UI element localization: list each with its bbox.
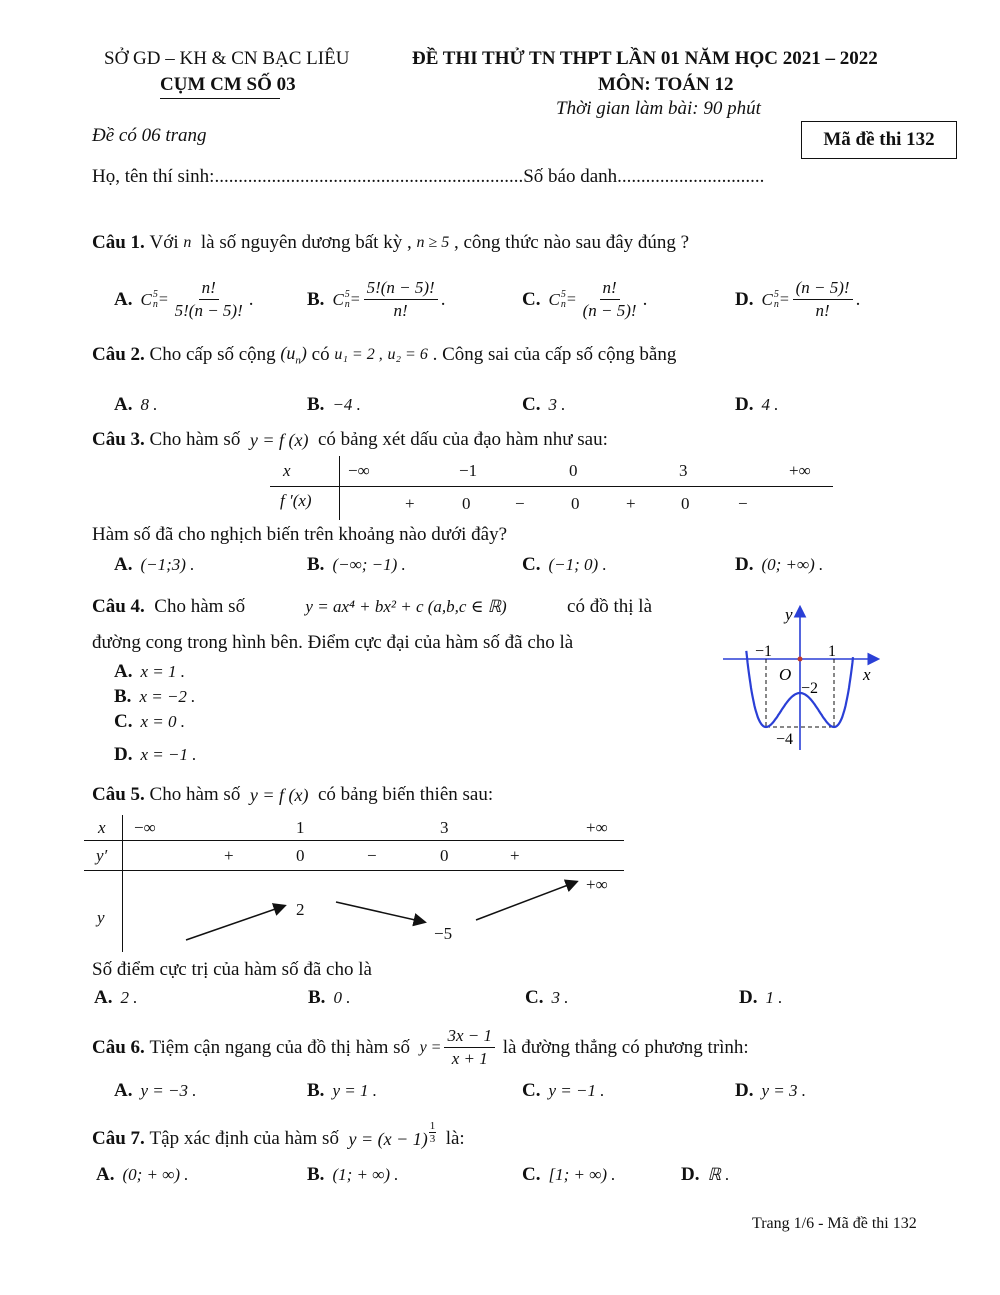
question-7 bbox=[92, 1119, 465, 1150]
q3-option-a bbox=[114, 554, 194, 576]
q3-option-label: B. bbox=[307, 554, 325, 575]
cluster-name: CỤM CM SỐ 03 bbox=[160, 74, 296, 95]
q1-denominator: 5!(n − 5)! bbox=[174, 301, 243, 320]
q7-function: y = (x − 1) bbox=[348, 1128, 428, 1149]
q5-y-max: 2 bbox=[296, 900, 305, 919]
q3-label: Câu 3. bbox=[92, 429, 145, 450]
q2-option-value: −4 . bbox=[332, 395, 361, 414]
question-5 bbox=[92, 784, 493, 806]
q7-option-d bbox=[681, 1164, 729, 1186]
q1-sup: 5 bbox=[560, 288, 566, 300]
q2-text-b: có bbox=[311, 343, 330, 365]
q4-function: y = ax⁴ + bx² + c (a,b,c ∈ ℝ) bbox=[305, 597, 507, 616]
q6-option-label: B. bbox=[307, 1080, 325, 1101]
q4-graph bbox=[715, 600, 885, 755]
q6-option-value: y = 3 . bbox=[761, 1081, 807, 1100]
equals-sign: = bbox=[565, 290, 577, 308]
q7-exponent: 1 3 bbox=[429, 1119, 436, 1145]
exam-title: ĐỀ THI THỬ TN THPT LẦN 01 NĂM HỌC 2021 – 2022 bbox=[412, 48, 878, 69]
q1-numerator: n! bbox=[199, 278, 219, 300]
q1-end: . bbox=[642, 288, 648, 310]
q1-option-label: C. bbox=[522, 288, 541, 310]
candidate-line: Họ, tên thí sinh:.................................................................Số báo danh............................... bbox=[92, 166, 765, 187]
q4-option-value: x = 1 . bbox=[140, 662, 186, 681]
q4-label-neg1: −1 bbox=[755, 643, 773, 660]
q1-text-b: là số nguyên dương bất kỳ , bbox=[200, 232, 412, 253]
q6-option-a bbox=[114, 1080, 196, 1102]
q1-option-d bbox=[735, 278, 860, 321]
q1-label: Câu 1. bbox=[92, 232, 145, 253]
q7-option-label: B. bbox=[307, 1164, 325, 1185]
q5-sign: + bbox=[510, 846, 520, 865]
q5-option-label: B. bbox=[308, 987, 326, 1008]
q5-sign: 0 bbox=[440, 846, 449, 865]
q4-text-c: đường cong trong hình bên. Điểm cực đại của hàm số đã cho là bbox=[92, 632, 574, 653]
q5-question: Số điểm cực trị của hàm số đã cho là bbox=[92, 959, 372, 980]
q1-denominator: n! bbox=[815, 301, 830, 320]
q4-option-value: x = −1 . bbox=[140, 745, 197, 764]
q5-option-label: A. bbox=[94, 987, 113, 1008]
q7-label: Câu 7. bbox=[92, 1128, 145, 1149]
q3-option-value: (−1; 0) . bbox=[548, 555, 607, 574]
q1-c-symbol: C bbox=[332, 289, 344, 309]
q5-text-b: có bảng biến thiên sau: bbox=[317, 784, 494, 805]
q6-option-value: y = −3 . bbox=[140, 1081, 197, 1100]
q4-y-label: y bbox=[785, 605, 793, 624]
q5-option-label: D. bbox=[739, 987, 758, 1008]
question-6 bbox=[92, 1026, 749, 1069]
q2-option-value: 4 . bbox=[761, 395, 779, 414]
q1-combination bbox=[140, 290, 157, 310]
q1-option-c bbox=[522, 278, 647, 321]
q5-y-label: y bbox=[97, 908, 105, 927]
q7-option-label: D. bbox=[681, 1164, 700, 1185]
q7-option-value: (1; + ∞) . bbox=[332, 1165, 399, 1184]
q5-x-value: −∞ bbox=[134, 818, 156, 837]
q7-option-label: A. bbox=[96, 1164, 115, 1185]
q5-text-a: Cho hàm số bbox=[149, 784, 241, 805]
page-footer: Trang 1/6 - Mã đề thi 132 bbox=[752, 1215, 917, 1232]
q1-combination bbox=[332, 290, 349, 310]
q4-origin: O bbox=[779, 665, 792, 684]
q7-option-label: C. bbox=[522, 1164, 541, 1185]
q2-option-value: 3 . bbox=[548, 395, 566, 414]
q1-fraction bbox=[580, 278, 640, 321]
q3-sign: − bbox=[515, 494, 525, 513]
q1-end: . bbox=[248, 288, 254, 310]
q3-sign: + bbox=[626, 494, 636, 513]
equals-sign: = bbox=[349, 290, 361, 308]
q1-sub: n bbox=[773, 298, 779, 310]
q5-sign: 0 bbox=[296, 846, 305, 865]
q1-text-c: , công thức nào sau đây đúng ? bbox=[454, 232, 690, 253]
q5-arrows bbox=[180, 872, 600, 947]
q2-option-a bbox=[114, 394, 157, 416]
q3-sign: 0 bbox=[571, 494, 580, 513]
q6-lhs: y = bbox=[419, 1038, 442, 1056]
q3-sign: 0 bbox=[462, 494, 471, 513]
q4-option-label: C. bbox=[114, 711, 133, 732]
q7-option-c bbox=[522, 1164, 616, 1186]
q3-x-value: −∞ bbox=[348, 461, 370, 480]
q1-sup: 5 bbox=[152, 288, 158, 300]
q1-option-label: B. bbox=[307, 288, 325, 310]
q1-fraction bbox=[172, 278, 246, 321]
q7-option-b bbox=[307, 1164, 399, 1186]
q2-option-label: D. bbox=[735, 394, 754, 415]
q1-sub: n bbox=[560, 298, 566, 310]
q5-x-value: 1 bbox=[296, 818, 305, 837]
question-3 bbox=[92, 429, 608, 451]
q2-option-b bbox=[307, 394, 361, 416]
q6-label: Câu 6. bbox=[92, 1036, 145, 1058]
q1-condition: n ≥ 5 bbox=[416, 234, 450, 251]
q3-x-value: −1 bbox=[459, 461, 478, 480]
cluster-underline bbox=[160, 98, 280, 99]
q4-label-1: 1 bbox=[828, 643, 836, 660]
q1-numerator: (n − 5)! bbox=[793, 278, 853, 300]
q2-option-label: B. bbox=[307, 394, 325, 415]
q3-option-label: C. bbox=[522, 554, 541, 575]
exam-code-box: Mã đề thi 132 bbox=[801, 121, 957, 159]
q1-combination bbox=[548, 290, 565, 310]
q3-option-value: (−∞; −1) . bbox=[332, 555, 406, 574]
q4-text-b: có đồ thị là bbox=[567, 596, 652, 617]
q1-combination bbox=[761, 290, 778, 310]
q4-option-d bbox=[114, 744, 196, 766]
q5-x-label: x bbox=[98, 818, 106, 837]
q5-option-value: 1 . bbox=[765, 988, 783, 1007]
q3-sign: 0 bbox=[681, 494, 690, 513]
q6-option-b bbox=[307, 1080, 377, 1102]
q3-option-value: (−1;3) . bbox=[140, 555, 195, 574]
q3-fprime-label: f ′(x) bbox=[280, 491, 312, 510]
q5-label: Câu 5. bbox=[92, 784, 145, 805]
q3-x-value: 0 bbox=[569, 461, 578, 480]
q5-option-value: 2 . bbox=[120, 988, 138, 1007]
equals-sign: = bbox=[778, 290, 790, 308]
q1-c-symbol: C bbox=[761, 289, 773, 309]
q3-text-b: có bảng xét dấu của đạo hàm như sau: bbox=[317, 429, 608, 450]
q4-option-value: x = 0 . bbox=[140, 712, 186, 731]
q7-option-a bbox=[96, 1164, 189, 1186]
question-2 bbox=[92, 343, 676, 367]
q2-option-c bbox=[522, 394, 565, 416]
q3-text-a: Cho hàm số bbox=[149, 429, 241, 450]
q3-x-value: +∞ bbox=[789, 461, 811, 480]
subject: MÔN: TOÁN 12 bbox=[598, 74, 734, 95]
q3-x-label: x bbox=[283, 461, 291, 480]
q1-fraction bbox=[793, 278, 853, 321]
q6-option-d bbox=[735, 1080, 806, 1102]
q3-sign: + bbox=[405, 494, 415, 513]
q4-option-value: x = −2 . bbox=[139, 687, 196, 706]
q1-text-a: Với bbox=[149, 232, 179, 253]
q3-sign: − bbox=[738, 494, 748, 513]
equals-sign: = bbox=[157, 290, 169, 308]
department-name: SỞ GD – KH & CN BẠC LIÊU bbox=[104, 48, 350, 69]
q1-option-label: D. bbox=[735, 288, 754, 310]
q2-option-d bbox=[735, 394, 778, 416]
q2-u1: u₁ = 2 , bbox=[334, 345, 383, 363]
question-1 bbox=[92, 232, 689, 254]
q5-sign: + bbox=[224, 846, 234, 865]
page-count: Đề có 06 trang bbox=[92, 125, 207, 146]
q3-option-label: A. bbox=[114, 554, 133, 575]
q1-sup: 5 bbox=[773, 288, 779, 300]
exam-time: Thời gian làm bài: 90 phút bbox=[556, 98, 761, 119]
q6-fraction: $\frac{3x - 1}{x + 1}$ bbox=[444, 1026, 495, 1069]
q6-option-label: D. bbox=[735, 1080, 754, 1101]
q4-x-label: x bbox=[863, 665, 871, 684]
q1-var: n bbox=[183, 234, 192, 251]
q5-function: y = f (x) bbox=[249, 784, 309, 805]
q3-option-c bbox=[522, 554, 607, 576]
q3-x-value: 3 bbox=[679, 461, 688, 480]
q3-function: y = f (x) bbox=[249, 429, 309, 450]
q4-option-label: A. bbox=[114, 661, 133, 682]
q5-option-c bbox=[525, 987, 568, 1009]
q1-c-symbol: C bbox=[548, 289, 560, 309]
q4-text-a: Cho hàm số bbox=[154, 596, 246, 617]
q6-option-label: A. bbox=[114, 1080, 133, 1101]
q2-option-value: 8 . bbox=[140, 395, 158, 414]
q3-option-label: D. bbox=[735, 554, 754, 575]
q4-option-b bbox=[114, 686, 195, 708]
q1-fraction bbox=[364, 278, 438, 321]
q6-text-a: Tiệm cận ngang của đồ thị hàm số bbox=[149, 1036, 411, 1058]
q1-denominator: (n − 5)! bbox=[582, 301, 637, 320]
q1-option-a bbox=[114, 278, 254, 321]
q2-text-a: Cho cấp số cộng bbox=[149, 343, 276, 365]
q4-label-neg2: −2 bbox=[801, 680, 819, 697]
q4-label-neg4: −4 bbox=[776, 731, 794, 748]
q1-end: . bbox=[440, 288, 446, 310]
q4-label: Câu 4. bbox=[92, 596, 145, 617]
q1-numerator: n! bbox=[600, 278, 620, 300]
q1-denominator: n! bbox=[393, 301, 408, 320]
q5-sign: − bbox=[367, 846, 377, 865]
q4-option-label: B. bbox=[114, 686, 132, 707]
q1-c-symbol: C bbox=[140, 289, 152, 309]
q2-sequence: $(u_n)$ bbox=[280, 343, 307, 367]
q4-option-c bbox=[114, 711, 185, 733]
q1-numerator: 5!(n − 5)! bbox=[364, 278, 438, 300]
q7-option-value: [1; + ∞) . bbox=[548, 1165, 616, 1184]
q6-text-b: là đường thẳng có phương trình: bbox=[502, 1036, 749, 1058]
q1-sub: n bbox=[344, 298, 350, 310]
q4-option-a bbox=[114, 661, 185, 683]
q1-sub: n bbox=[152, 298, 158, 310]
q7-text-b: là: bbox=[445, 1128, 465, 1149]
q2-label: Câu 2. bbox=[92, 343, 145, 365]
q6-option-label: C. bbox=[522, 1080, 541, 1101]
q7-option-value: ℝ . bbox=[707, 1165, 730, 1184]
q6-option-value: y = −1 . bbox=[548, 1081, 605, 1100]
q7-text-a: Tập xác định của hàm số bbox=[149, 1128, 339, 1149]
q2-option-label: C. bbox=[522, 394, 541, 415]
q3-option-b bbox=[307, 554, 406, 576]
q5-option-a bbox=[94, 987, 137, 1009]
q2-text-c: . Công sai của cấp số cộng bằng bbox=[432, 343, 677, 365]
q3-option-value: (0; +∞) . bbox=[761, 555, 824, 574]
q1-option-label: A. bbox=[114, 288, 133, 310]
q4-option-label: D. bbox=[114, 744, 133, 765]
q5-x-value: 3 bbox=[440, 818, 449, 837]
q5-option-b bbox=[308, 987, 350, 1009]
q2-option-label: A. bbox=[114, 394, 133, 415]
q1-end: . bbox=[855, 288, 861, 310]
q5-option-d bbox=[739, 987, 782, 1009]
q6-option-value: y = 1 . bbox=[332, 1081, 377, 1100]
q7-option-value: (0; + ∞) . bbox=[122, 1165, 189, 1184]
q2-u2: u₂ = 6 bbox=[387, 345, 428, 363]
q1-option-b bbox=[307, 278, 445, 321]
q5-x-value: +∞ bbox=[586, 818, 608, 837]
q5-y-min: −5 bbox=[434, 924, 453, 943]
q6-option-c bbox=[522, 1080, 604, 1102]
q5-option-label: C. bbox=[525, 987, 544, 1008]
q5-option-value: 3 . bbox=[551, 988, 569, 1007]
q1-sup: 5 bbox=[344, 288, 350, 300]
q5-yprime-label: y′ bbox=[96, 846, 108, 865]
q5-y-plus-inf: +∞ bbox=[586, 875, 608, 894]
q5-option-value: 0 . bbox=[333, 988, 351, 1007]
question-4 bbox=[92, 596, 652, 618]
q3-option-d bbox=[735, 554, 823, 576]
q3-question: Hàm số đã cho nghịch biến trên khoảng nào dưới đây? bbox=[92, 524, 508, 545]
